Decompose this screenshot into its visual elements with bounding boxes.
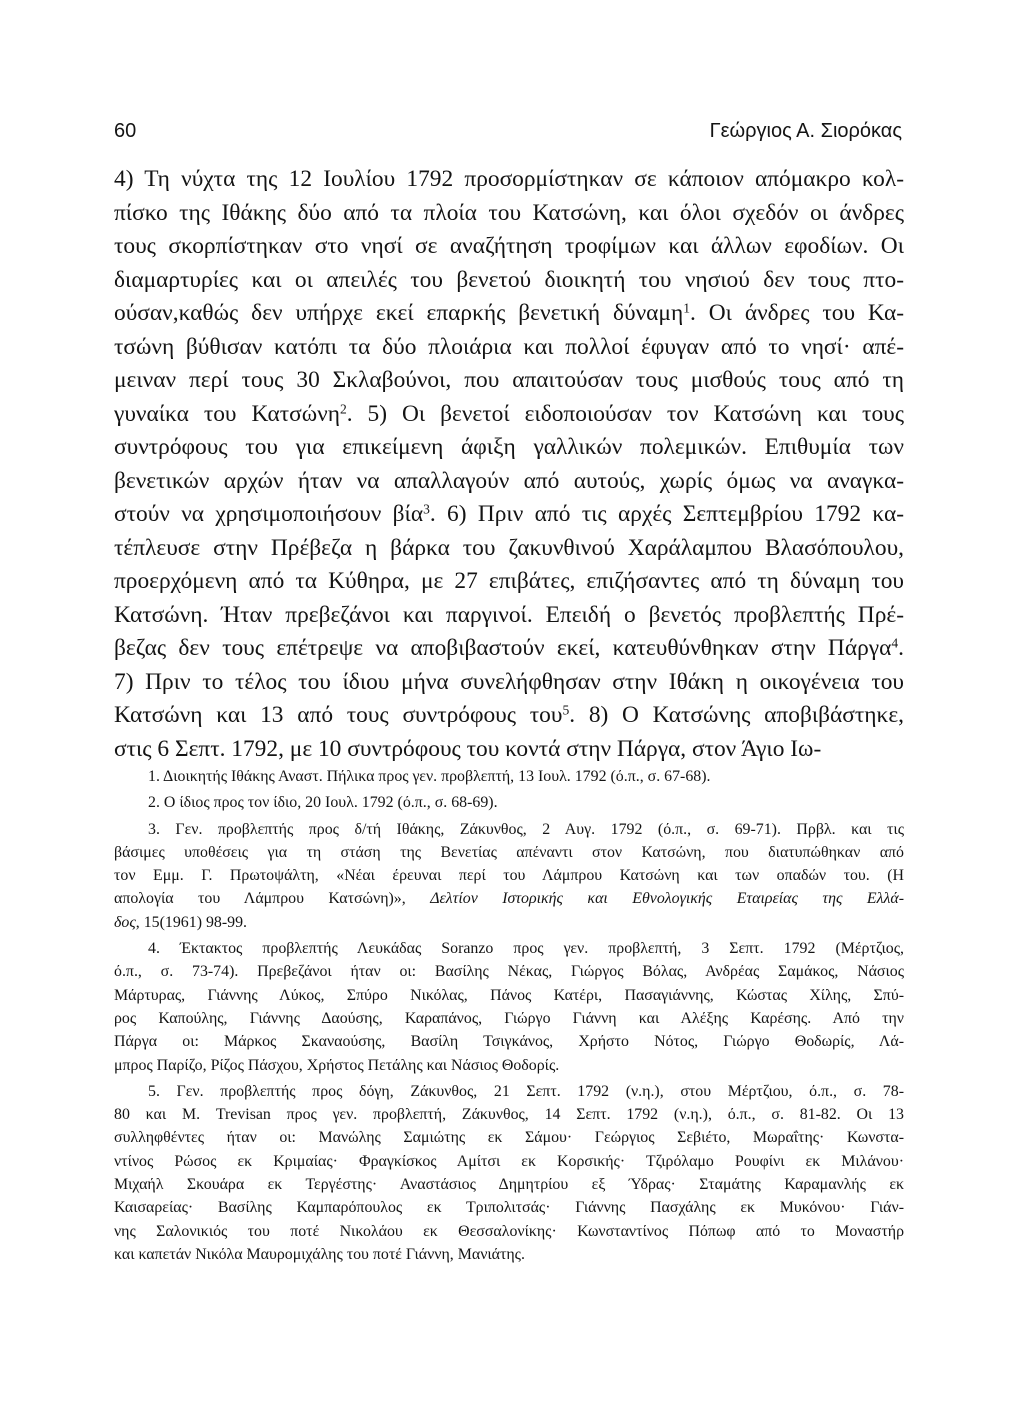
body-line: βεζας δεν τους επέτρεψε να αποβιβαστούν εκεί, κατευθύνθηκαν στην Πάργα$^4$. xyxy=(114,635,904,661)
body-line: βενετικών αρχών ήταν να απαλλαγούν από αυτούς, χωρίς όμως να αναγκα- xyxy=(114,467,904,494)
body-line: πίσκο της Ιθάκης δύο από τα πλοία του Κατσώνη, και όλοι σχεδόν οι άνδρες xyxy=(114,199,904,226)
footnote-line: 5. Γεν. προβλεπτής προς δόγη, Ζάκυνθος, 21 Σεπτ. 1792 (ν.η.), στου Μέρτζιου, ό.π., σ. 78- xyxy=(148,1082,904,1100)
journal-title-end: δος xyxy=(114,913,136,931)
body-line: τσώνη βύθισαν κατόπι τα δύο πλοιάρια και πολλοί έφυγαν από το νησί· απέ- xyxy=(114,333,904,360)
footnote-line: 80 και Μ. Trevisan προς γεν. προβλεπτή, Ζάκυνθος, 14 Σεπτ. 1792 (ν.η.), ό.π., σ. 81-82. Οι 13 xyxy=(114,1106,904,1124)
footnote-3 xyxy=(114,818,904,934)
body-line: στούν να χρησιμοποιήσουν βία$^3$. 6) Πριν από τις αρχές Σεπτεμβρίου 1792 κα- xyxy=(114,501,904,527)
body-line: 4) Τη νύχτα της 12 Ιουλίου 1792 προσορμίστηκαν σε κάποιον απόμακρο κολ- xyxy=(114,166,904,192)
footnote-line: νης Σαλονικιός του ποτέ Νικολάου εκ Θεσσαλονίκης· Κωνσταντίνος Πόπωφ από το Μοναστήρ xyxy=(114,1222,904,1240)
body-line: διαμαρτυρίες και οι απειλές του βενετού διοικητή του νησιού δεν τους πτο- xyxy=(114,266,904,293)
footnote-line: τον Εμμ. Γ. Πρωτοψάλτη, «Νέαι έρευναι περί του Λάμπρου Κατσώνη και των οπαδών του. (Η xyxy=(114,867,904,885)
body-line: Κατσώνη και 13 από τους συντρόφους του$^5$. 8) Ο Κατσώνης αποβιβάστηκε, xyxy=(114,702,904,728)
footnote-line: 4. Έκτακτος προβλεπτής Λευκάδας Soranzo προς γεν. προβλεπτή, 3 Σεπτ. 1792 (Μέρτζιος, xyxy=(148,940,904,958)
body-line: στις 6 Σεπτ. 1792, με 10 συντρόφους του κοντά στην Πάργα, στον Άγιο Ιω- xyxy=(114,735,822,762)
footnote-line: ό.π., σ. 73-74). Πρεβεζάνοι ήταν οι: Βασίλης Νέκας, Γιώργος Βόλας, Ανδρέας Σαμάκος, Νάσιος xyxy=(114,963,904,981)
footnote-2 xyxy=(114,791,904,814)
body-line: προερχόμενη από τα Κύθηρα, με 27 επιβάτες, επιζήσαντες από τη δύναμη του xyxy=(114,568,904,594)
footnote-1 xyxy=(114,765,904,788)
footnote-line: Πάργα οι: Μάρκος Σκαναούσης, Βασίλη Τσιγκάνος, Χρήστο Νότος, Γιώργο Θοδωρίς, Λά- xyxy=(114,1033,904,1051)
page-header xyxy=(114,120,902,143)
footnote-line: απολογία του Λάμπρου Κατσώνη)», Δελτίον Ιστορικής και Εθνολογικής Εταιρείας της Ελλά- xyxy=(114,890,904,908)
footnote-line: ντίνος Ρώσος εκ Κριμαίας· Φραγκίσκος Αμίτσι εκ Κορσικής· Τζιρόλαμο Ρουφίνι εκ Μιλάνου· xyxy=(114,1152,904,1170)
body-line: 7) Πριν το τέλος του ίδιου μήνα συνελήφθησαν στην Ιθάκη η οικογένεια του xyxy=(114,668,904,695)
footnote-line: ρος Καπούλης, Γιάννης Δαούσης, Καραπάνος, Γιώργο Γιάννη και Αλέξης Καρέσης. Από την xyxy=(114,1009,904,1027)
body-line: τους σκορπίστηκαν στο νησί σε αναζήτηση τροφίμων και άλλων εφοδίων. Οι xyxy=(114,233,904,259)
body-line: συντρόφους του για επικείμενη άφιξη γαλλικών πολεμικών. Επιθυμία των xyxy=(114,434,904,460)
footnote-line: μπρος Παρίζο, Ρίζος Πάσχου, Χρήστος Πετάλης και Νάσιος Θοδορίς. xyxy=(114,1056,560,1074)
body-line: γυναίκα του Κατσώνη$^2$. 5) Οι βενετοί ειδοποιούσαν τον Κατσώνη και τους xyxy=(114,400,904,427)
body-line: Κατσώνη. Ήταν πρεβεζάνοι και παργινοί. Επειδή ο βενετός προβλεπτής Πρέ- xyxy=(114,601,904,628)
footnote-line: Μιχαήλ Σκουάρα εκ Τεργέστης· Αναστάσιος Δημητρίου εξ Ύδρας· Σταμάτης Καραμανλής εκ xyxy=(114,1176,904,1194)
footnote-line: και καπετάν Νικόλα Μαυρομιχάλης του ποτέ Γιάννη, Μανιάτης. xyxy=(114,1245,525,1263)
body-line: τέπλευσε στην Πρέβεζα η βάρκα του ζακυνθινού Χαράλαμπου Βλασόπουλου, xyxy=(114,534,904,561)
running-head: Γεώργιος Α. Σιορόκας xyxy=(709,120,902,142)
footnotes xyxy=(114,765,904,1266)
footnote-ref: 5 xyxy=(562,702,570,718)
body-text xyxy=(114,163,904,766)
footnote-line: 1. Διοικητής Ιθάκης Αναστ. Πήλικα προς γεν. προβλεπτή, 13 Ιουλ. 1792 (ό.π., σ. 67-68). xyxy=(148,768,711,785)
footnote-ref: 3 xyxy=(423,501,430,517)
footnote-line: Καισαρείας· Βασίλης Καμπαρόπουλος εκ Τριπολιτσάς· Γιάννης Πασχάλης εκ Μυκόνου· Γιάν- xyxy=(114,1199,904,1217)
body-line: ούσαν,καθώς δεν υπήρχε εκεί επαρκής βενετική δύναμη$^1$. Οι άνδρες του Κα- xyxy=(114,300,905,326)
footnote-ref: 1 xyxy=(683,300,690,316)
journal-title: Δελτίον Ιστορικής και Εθνολογικής Εταιρείας της Ελλά- xyxy=(430,890,904,908)
footnote-line: βάσιμες υποθέσεις για τη στάση της Βενετίας απέναντι στον Κατσώνη, που διατυπώθηκαν από xyxy=(114,843,904,861)
footnote-ref: 4 xyxy=(891,635,899,651)
footnote-4 xyxy=(114,937,904,1077)
footnote-line: δος, 15(1961) 98-99. xyxy=(114,913,248,931)
footnote-line: συλληφθέντες ήταν οι: Μανώλης Σαμιώτης εκ Σάμου· Γεώργιος Σεβιέτο, Μωραΐτης· Κωνστα- xyxy=(114,1129,904,1147)
footnote-5 xyxy=(114,1080,904,1266)
page-number: 60 xyxy=(114,120,137,142)
footnote-line: 3. Γεν. προβλεπτής προς δ/τή Ιθάκης, Ζάκυνθος, 2 Αυγ. 1792 (ό.π., σ. 69-71). Πρβλ. και τις xyxy=(148,820,904,838)
body-line: μειναν περί τους 30 Σκλαβούνοι, που απαιτούσαν τους μισθούς τους από τη xyxy=(114,367,904,393)
footnote-line: 2. Ο ίδιος προς τον ίδιο, 20 Ιουλ. 1792 (ό.π., σ. 68-69). xyxy=(148,794,498,812)
footnote-line: Μάρτυρας, Γιάννης Λύκος, Σπύρο Νικόλας, Πάνος Κατέρι, Πασαγιάννης, Κώστας Χίλης, Σπύ- xyxy=(114,986,904,1004)
footnote-ref: 2 xyxy=(339,401,347,417)
